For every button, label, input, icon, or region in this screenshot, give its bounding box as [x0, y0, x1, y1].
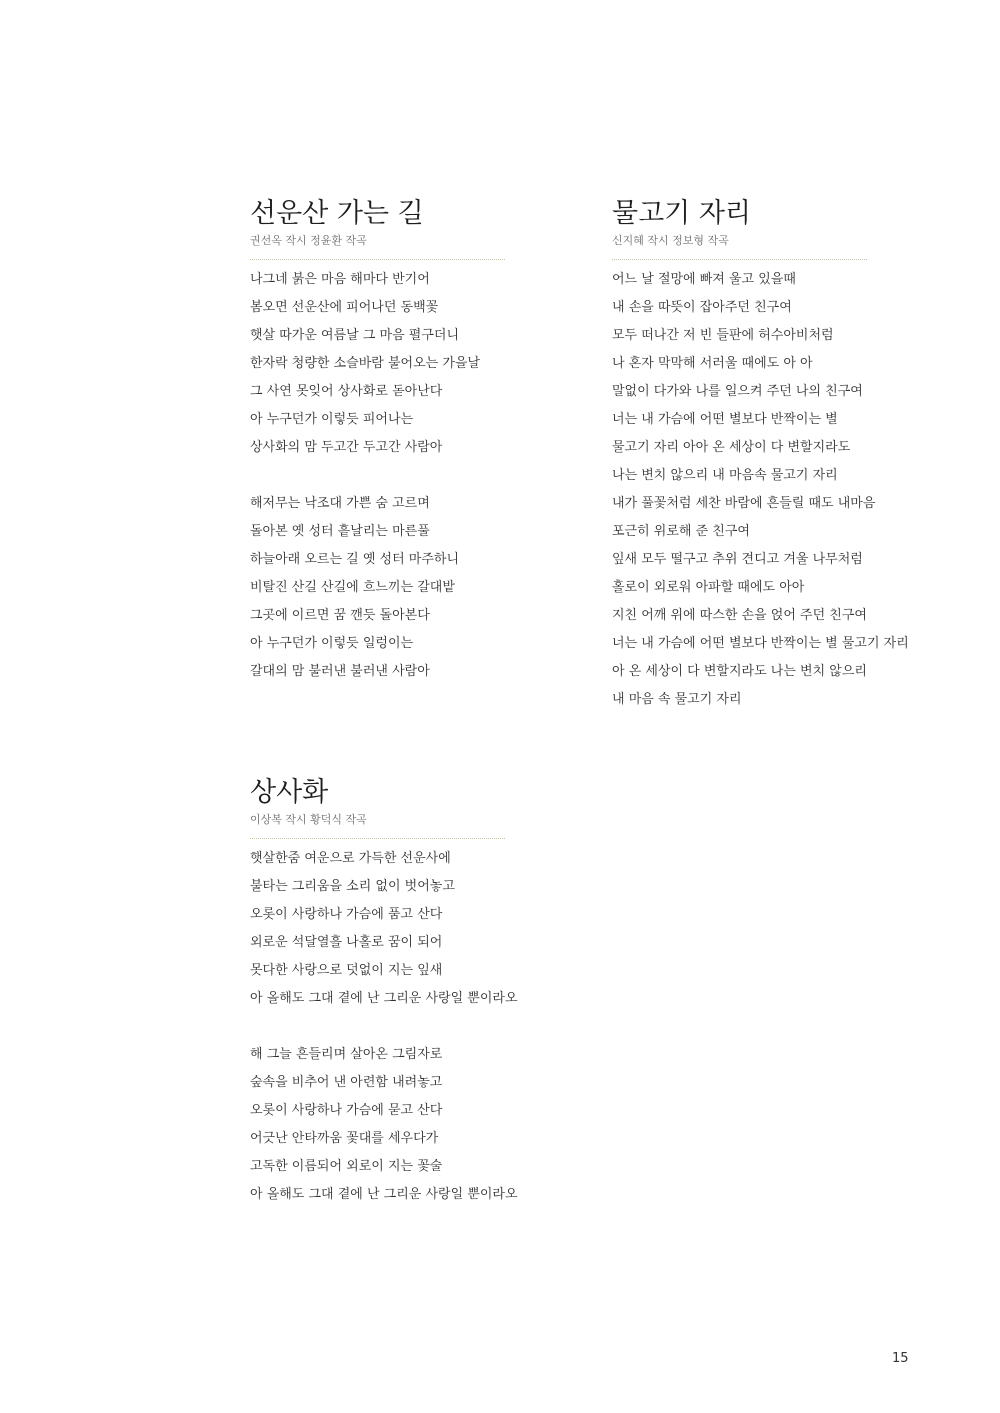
- lyric-line: 해저무는 낙조대 가쁜 숨 고르며: [250, 496, 430, 511]
- song-title: 선운산 가는 길: [250, 198, 424, 229]
- lyric-line: 불타는 그리움을 소리 없이 벗어놓고: [250, 879, 455, 894]
- lyric-line: 나 혼자 막막해 서러울 때에도 아 아: [612, 356, 813, 371]
- title-divider: [250, 259, 505, 260]
- lyric-line: 오롯이 사랑하나 가슴에 묻고 산다: [250, 1103, 443, 1118]
- lyric-line: 잎새 모두 떨구고 추위 견디고 겨울 나무처럼: [612, 552, 863, 567]
- lyric-line: 갈대의 맘 불러낸 불러낸 사람아: [250, 664, 430, 679]
- lyric-line: 너는 내 가슴에 어떤 별보다 반짝이는 별 물고기 자리: [612, 636, 909, 651]
- lyric-line: 내가 풀꽃처럼 세찬 바람에 흔들릴 때도 내마음: [612, 496, 876, 511]
- lyric-line: 해 그늘 흔들리며 살아온 그림자로: [250, 1047, 443, 1062]
- song-seonunsan: [250, 197, 505, 686]
- stanza: [250, 1041, 518, 1209]
- stanza: [250, 490, 505, 686]
- title-divider: [250, 838, 505, 839]
- lyric-line: 그 사연 못잊어 상사화로 돋아난다: [250, 384, 443, 399]
- lyrics: [250, 845, 518, 1209]
- lyric-line: 아 누구던가 이렇듯 피어나는: [250, 412, 414, 427]
- lyric-line: 나그네 붉은 마음 해마다 반기어: [250, 272, 430, 287]
- lyric-line: 그곳에 이르면 꿈 깬듯 돌아본다: [250, 608, 430, 623]
- lyric-line: 햇살한줌 여운으로 가득한 선운사에: [250, 851, 451, 866]
- song-credits: 권선옥 작시 정윤환 작곡: [250, 234, 367, 247]
- lyrics: [612, 266, 909, 714]
- song-title: 물고기 자리: [612, 198, 751, 229]
- song-mulgogi-jari: [612, 197, 909, 714]
- song-credits: 이상복 작시 황덕식 작곡: [250, 813, 367, 826]
- stanza-gap: [250, 462, 505, 490]
- song-credits: 신지혜 작시 정보형 작곡: [612, 234, 729, 247]
- lyric-line: 포근히 위로해 준 친구여: [612, 524, 750, 539]
- lyric-line: 아 올해도 그대 곁에 난 그리운 사랑일 뿐이라오: [250, 1187, 518, 1202]
- lyric-line: 물고기 자리 아아 온 세상이 다 변할지라도: [612, 440, 851, 455]
- page-number: 15: [892, 1351, 909, 1366]
- lyric-line: 아 누구던가 이렇듯 일렁이는: [250, 636, 414, 651]
- stanza-gap: [250, 1013, 505, 1041]
- lyric-line: 고독한 이름되어 외로이 지는 꽃술: [250, 1159, 443, 1174]
- lyric-line: 숲속을 비추어 낸 아련함 내려놓고: [250, 1075, 443, 1090]
- stanza: [250, 266, 505, 462]
- lyric-line: 내 마음 속 물고기 자리: [612, 692, 742, 707]
- lyric-line: 홀로이 외로워 아파할 때에도 아아: [612, 580, 805, 595]
- lyric-line: 비탈진 산길 산길에 흐느끼는 갈대밭: [250, 580, 455, 595]
- lyric-line: 어긋난 안타까움 꽃대를 세우다가: [250, 1131, 439, 1146]
- stanza: [250, 845, 518, 1013]
- lyrics: [250, 266, 505, 686]
- lyric-line: 지친 어깨 위에 따스한 손을 얹어 주던 친구여: [612, 608, 867, 623]
- lyric-line: 한자락 청량한 소슬바람 불어오는 가을날: [250, 356, 481, 371]
- lyric-line: 너는 내 가슴에 어떤 별보다 반짝이는 별: [612, 412, 838, 427]
- lyric-line: 모두 떠나간 저 빈 들판에 허수아비처럼: [612, 328, 834, 343]
- lyric-line: 말없이 다가와 나를 일으켜 주던 나의 친구여: [612, 384, 863, 399]
- lyric-line: 내 손을 따뜻이 잡아주던 친구여: [612, 300, 792, 315]
- lyric-line: 상사화의 맘 두고간 두고간 사람아: [250, 440, 443, 455]
- song-sangsahwa: [250, 776, 518, 1209]
- lyric-line: 어느 날 절망에 빠져 울고 있을때: [612, 272, 796, 287]
- lyric-line: 봄오면 선운산에 피어나던 동백꽃: [250, 300, 439, 315]
- lyric-line: 돌아본 옛 성터 흩날리는 마른풀: [250, 524, 430, 539]
- lyric-line: 외로운 석달열흘 나홀로 꿈이 되어: [250, 935, 443, 950]
- lyric-line: 오롯이 사랑하나 가슴에 품고 산다: [250, 907, 443, 922]
- lyric-line: 하늘아래 오르는 길 옛 성터 마주하니: [250, 552, 460, 567]
- stanza: [612, 266, 909, 714]
- lyric-line: 햇살 따가운 여름날 그 마음 펼구더니: [250, 328, 460, 343]
- lyric-line: 아 온 세상이 다 변할지라도 나는 변치 않으리: [612, 664, 867, 679]
- lyric-line: 아 올해도 그대 곁에 난 그리운 사랑일 뿐이라오: [250, 991, 518, 1006]
- lyric-line: 못다한 사랑으로 덧없이 지는 잎새: [250, 963, 443, 978]
- song-title: 상사화: [250, 777, 329, 808]
- title-divider: [612, 259, 867, 260]
- lyric-line: 나는 변치 않으리 내 마음속 물고기 자리: [612, 468, 838, 483]
